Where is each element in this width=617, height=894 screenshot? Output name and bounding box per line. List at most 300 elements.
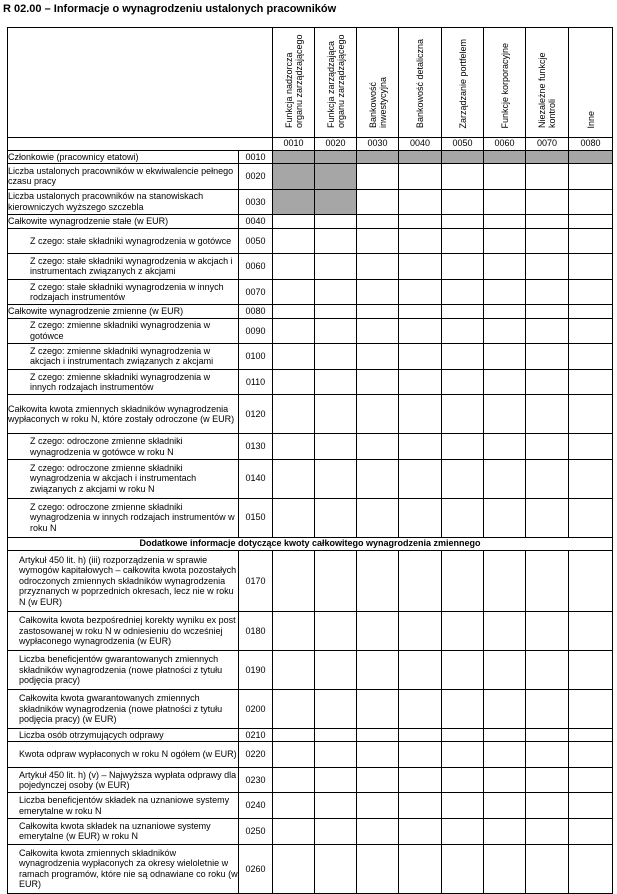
row-code: 0100 — [239, 344, 273, 370]
data-entry-cell[interactable] — [526, 434, 569, 460]
data-entry-cell[interactable] — [399, 459, 442, 498]
row-label: Z czego: stałe składniki wynagrodzenia w akcjach i instrumentach związanych z akcjami — [8, 254, 239, 280]
data-entry-cell[interactable] — [484, 550, 526, 611]
row-label: Z czego: stałe składniki wynagrodzenia w gotówce — [8, 228, 239, 254]
data-entry-cell[interactable] — [442, 844, 484, 893]
data-entry-cell[interactable] — [399, 189, 442, 215]
row-code: 0060 — [239, 254, 273, 280]
data-entry-cell[interactable] — [399, 305, 442, 318]
data-entry-cell[interactable] — [569, 728, 613, 741]
data-entry-cell[interactable] — [273, 459, 315, 498]
column-code-spacer — [8, 137, 273, 150]
data-entry-cell[interactable] — [357, 228, 399, 254]
row-label: Liczba ustalonych pracowników na stanowiskach kierowniczych wyższego szczebla — [8, 189, 239, 215]
column-code: 0060 — [484, 137, 526, 150]
data-entry-cell[interactable] — [315, 612, 357, 651]
data-entry-cell[interactable] — [569, 767, 613, 793]
data-entry-cell[interactable] — [399, 612, 442, 651]
row-code: 0190 — [239, 651, 273, 690]
data-entry-cell[interactable] — [399, 318, 442, 344]
data-entry-cell[interactable] — [484, 254, 526, 280]
data-entry-cell[interactable] — [484, 279, 526, 305]
column-header-label: Inne — [585, 110, 596, 129]
data-entry-cell[interactable] — [442, 395, 484, 434]
shaded-cell — [315, 164, 357, 190]
data-entry-cell[interactable] — [484, 318, 526, 344]
shaded-cell — [442, 150, 484, 163]
row-label: Z czego: zmienne składniki wynagrodzenia w innych rodzajach instrumentów — [8, 369, 239, 395]
data-entry-cell[interactable] — [484, 728, 526, 741]
data-entry-cell[interactable] — [315, 254, 357, 280]
data-entry-cell[interactable] — [442, 767, 484, 793]
table-row — [8, 305, 613, 318]
data-entry-cell[interactable] — [357, 793, 399, 819]
column-header-label: Bankowość inwestycyjna — [367, 77, 388, 129]
column-header-wrap — [399, 32, 441, 132]
column-header-label: Niezależne funkcje kontroli — [537, 52, 557, 129]
data-entry-cell[interactable] — [273, 305, 315, 318]
data-entry-cell[interactable] — [569, 215, 613, 228]
data-entry-cell[interactable] — [484, 395, 526, 434]
data-entry-cell[interactable] — [315, 742, 357, 768]
data-entry-cell[interactable] — [357, 434, 399, 460]
data-entry-cell[interactable] — [526, 254, 569, 280]
data-entry-cell[interactable] — [357, 612, 399, 651]
page-title: R 02.00 – Informacje o wynagrodzeniu ustalonych pracowników — [3, 3, 337, 15]
data-entry-cell[interactable] — [399, 395, 442, 434]
data-entry-cell[interactable] — [399, 279, 442, 305]
data-entry-cell[interactable] — [484, 215, 526, 228]
data-entry-cell[interactable] — [357, 189, 399, 215]
table-row — [8, 318, 613, 344]
data-entry-cell[interactable] — [484, 767, 526, 793]
data-entry-cell[interactable] — [273, 395, 315, 434]
data-entry-cell[interactable] — [484, 189, 526, 215]
data-entry-cell[interactable] — [273, 318, 315, 344]
table-row — [8, 498, 613, 537]
column-code: 0050 — [442, 137, 484, 150]
data-entry-cell[interactable] — [484, 369, 526, 395]
data-entry-cell[interactable] — [569, 434, 613, 460]
data-entry-cell[interactable] — [526, 767, 569, 793]
data-entry-cell[interactable] — [526, 305, 569, 318]
data-entry-cell[interactable] — [399, 742, 442, 768]
data-entry-cell[interactable] — [273, 344, 315, 370]
data-entry-cell[interactable] — [484, 228, 526, 254]
row-code: 0090 — [239, 318, 273, 344]
data-entry-cell[interactable] — [526, 318, 569, 344]
data-entry-cell[interactable] — [357, 279, 399, 305]
data-entry-cell[interactable] — [315, 279, 357, 305]
data-entry-cell[interactable] — [273, 369, 315, 395]
data-entry-cell[interactable] — [399, 767, 442, 793]
data-entry-cell[interactable] — [315, 651, 357, 690]
data-entry-cell[interactable] — [399, 344, 442, 370]
row-code: 0050 — [239, 228, 273, 254]
row-code: 0020 — [239, 164, 273, 190]
data-entry-cell[interactable] — [357, 651, 399, 690]
data-entry-cell[interactable] — [484, 344, 526, 370]
data-entry-cell[interactable] — [315, 690, 357, 729]
data-entry-cell[interactable] — [569, 651, 613, 690]
data-entry-cell[interactable] — [357, 767, 399, 793]
data-entry-cell[interactable] — [526, 459, 569, 498]
data-entry-cell[interactable] — [569, 369, 613, 395]
data-entry-cell[interactable] — [484, 844, 526, 893]
data-entry-cell[interactable] — [569, 498, 613, 537]
data-entry-cell[interactable] — [357, 459, 399, 498]
data-entry-cell[interactable] — [526, 550, 569, 611]
data-entry-cell[interactable] — [273, 793, 315, 819]
data-entry-cell[interactable] — [315, 844, 357, 893]
data-entry-cell[interactable] — [442, 369, 484, 395]
table-row — [8, 395, 613, 434]
data-entry-cell[interactable] — [484, 793, 526, 819]
row-label: Z czego: zmienne składniki wynagrodzenia w gotówce — [8, 318, 239, 344]
data-entry-cell[interactable] — [315, 793, 357, 819]
data-entry-cell[interactable] — [526, 189, 569, 215]
data-entry-cell[interactable] — [442, 254, 484, 280]
row-label: Kwota odpraw wypłaconych w roku N ogółem (w EUR) — [8, 742, 239, 768]
column-header-wrap — [526, 32, 568, 132]
column-header — [399, 28, 442, 138]
data-entry-cell[interactable] — [357, 550, 399, 611]
data-entry-cell[interactable] — [442, 612, 484, 651]
data-entry-cell[interactable] — [484, 612, 526, 651]
row-label: Liczba osób otrzymujących odprawy — [8, 728, 239, 741]
data-entry-cell[interactable] — [315, 395, 357, 434]
data-entry-cell[interactable] — [526, 690, 569, 729]
data-entry-cell[interactable] — [273, 434, 315, 460]
row-label: Z czego: zmienne składniki wynagrodzenia w akcjach i instrumentach związanych z akcjami — [8, 344, 239, 370]
row-label: Artykuł 450 lit. h) (v) – Najwyższa wypłata odprawy dla pojedynczej osoby (w EUR) — [8, 767, 239, 793]
data-entry-cell[interactable] — [526, 228, 569, 254]
data-entry-cell[interactable] — [357, 395, 399, 434]
shaded-cell — [569, 150, 613, 163]
data-entry-cell[interactable] — [442, 305, 484, 318]
data-entry-cell[interactable] — [442, 434, 484, 460]
table-row — [8, 742, 613, 768]
row-code: 0180 — [239, 612, 273, 651]
table-row — [8, 344, 613, 370]
data-entry-cell[interactable] — [357, 164, 399, 190]
column-code: 0030 — [357, 137, 399, 150]
column-header-label: Funkcje korporacyjne — [499, 42, 510, 129]
data-entry-cell[interactable] — [315, 550, 357, 611]
data-entry-cell[interactable] — [315, 728, 357, 741]
data-entry-cell[interactable] — [569, 228, 613, 254]
data-entry-cell[interactable] — [569, 305, 613, 318]
data-entry-cell[interactable] — [526, 651, 569, 690]
data-entry-cell[interactable] — [357, 818, 399, 844]
table-row — [8, 369, 613, 395]
data-entry-cell[interactable] — [399, 164, 442, 190]
data-entry-cell[interactable] — [569, 164, 613, 190]
data-entry-cell[interactable] — [484, 818, 526, 844]
data-entry-cell[interactable] — [315, 434, 357, 460]
data-entry-cell[interactable] — [357, 690, 399, 729]
data-entry-cell[interactable] — [315, 215, 357, 228]
data-entry-cell[interactable] — [315, 459, 357, 498]
data-entry-cell[interactable] — [526, 369, 569, 395]
row-code: 0140 — [239, 459, 273, 498]
shaded-cell — [273, 164, 315, 190]
data-entry-cell[interactable] — [526, 728, 569, 741]
data-entry-cell[interactable] — [399, 215, 442, 228]
data-entry-cell[interactable] — [526, 742, 569, 768]
row-code: 0070 — [239, 279, 273, 305]
row-label: Członkowie (pracownicy etatowi) — [8, 150, 239, 163]
data-entry-cell[interactable] — [442, 189, 484, 215]
column-header — [273, 28, 315, 138]
row-label: Całkowita kwota bezpośredniej korekty wyniku ex post zastosowanej w roku N w odniesieniu do wcześniej wypłaconego wynagrodzenia (w EUR) — [8, 612, 239, 651]
row-label: Liczba ustalonych pracowników w ekwiwalencie pełnego czasu pracy — [8, 164, 239, 190]
table-row — [8, 612, 613, 651]
data-entry-cell[interactable] — [526, 793, 569, 819]
data-entry-cell[interactable] — [357, 215, 399, 228]
row-code: 0120 — [239, 395, 273, 434]
table-row — [8, 164, 613, 190]
data-entry-cell[interactable] — [315, 767, 357, 793]
data-entry-cell[interactable] — [357, 742, 399, 768]
section-header: Dodatkowe informacje dotyczące kwoty całkowitego wynagrodzenia zmiennego — [8, 537, 613, 550]
data-entry-cell[interactable] — [357, 498, 399, 537]
data-entry-cell[interactable] — [399, 369, 442, 395]
data-entry-cell[interactable] — [357, 305, 399, 318]
data-entry-cell[interactable] — [399, 254, 442, 280]
data-entry-cell[interactable] — [484, 690, 526, 729]
shaded-cell — [526, 150, 569, 163]
row-code: 0200 — [239, 690, 273, 729]
row-label: Całkowite wynagrodzenie stałe (w EUR) — [8, 215, 239, 228]
column-header-wrap — [484, 32, 525, 132]
column-header-label: Zarządzanie portfelem — [457, 38, 468, 129]
data-entry-cell[interactable] — [399, 793, 442, 819]
data-entry-cell[interactable] — [315, 818, 357, 844]
shaded-cell — [484, 150, 526, 163]
data-entry-cell[interactable] — [315, 498, 357, 537]
data-entry-cell[interactable] — [569, 818, 613, 844]
data-entry-cell[interactable] — [273, 742, 315, 768]
row-code: 0230 — [239, 767, 273, 793]
data-entry-cell[interactable] — [399, 728, 442, 741]
column-header-row — [8, 28, 613, 138]
data-entry-cell[interactable] — [399, 434, 442, 460]
row-label: Artykuł 450 lit. h) (iii) rozporządzenia w sprawie wymogów kapitałowych – całkowita kwota pozostałych odroczonych zmiennych składników wynagrodzenia przyznanych w poprzednich okresach, lecz nie w roku N (w EUR) — [8, 550, 239, 611]
row-code: 0150 — [239, 498, 273, 537]
column-header-label: Funkcja zarządzająca organu zarządzającego — [325, 34, 346, 129]
data-entry-cell[interactable] — [315, 369, 357, 395]
data-entry-cell[interactable] — [315, 228, 357, 254]
table-row — [8, 690, 613, 729]
data-entry-cell[interactable] — [526, 164, 569, 190]
shaded-cell — [273, 150, 315, 163]
column-header — [442, 28, 484, 138]
data-entry-cell[interactable] — [526, 612, 569, 651]
data-entry-cell[interactable] — [569, 189, 613, 215]
data-entry-cell[interactable] — [526, 215, 569, 228]
shaded-cell — [357, 150, 399, 163]
data-entry-cell[interactable] — [442, 793, 484, 819]
data-entry-cell[interactable] — [315, 305, 357, 318]
column-header-label: Funkcja nadzorcza organu zarządzającego — [283, 34, 304, 129]
data-entry-cell[interactable] — [442, 459, 484, 498]
data-entry-cell[interactable] — [273, 690, 315, 729]
data-entry-cell[interactable] — [399, 550, 442, 611]
data-entry-cell[interactable] — [484, 459, 526, 498]
data-entry-cell[interactable] — [357, 844, 399, 893]
data-entry-cell[interactable] — [273, 767, 315, 793]
row-label: Z czego: odroczone zmienne składniki wynagrodzenia w innych rodzajach instrumentów w roku N — [8, 498, 239, 537]
data-entry-cell[interactable] — [526, 279, 569, 305]
data-entry-cell[interactable] — [569, 344, 613, 370]
table-row — [8, 459, 613, 498]
column-header — [526, 28, 569, 138]
data-entry-cell[interactable] — [442, 498, 484, 537]
shaded-cell — [273, 189, 315, 215]
data-entry-cell[interactable] — [526, 344, 569, 370]
data-entry-cell[interactable] — [484, 498, 526, 537]
data-entry-cell[interactable] — [273, 215, 315, 228]
data-entry-cell[interactable] — [569, 459, 613, 498]
row-label: Całkowite wynagrodzenie zmienne (w EUR) — [8, 305, 239, 318]
data-entry-cell[interactable] — [357, 728, 399, 741]
data-entry-cell[interactable] — [442, 550, 484, 611]
data-entry-cell[interactable] — [484, 651, 526, 690]
table-row — [8, 150, 613, 163]
data-entry-cell[interactable] — [273, 728, 315, 741]
data-entry-cell[interactable] — [526, 844, 569, 893]
data-entry-cell[interactable] — [569, 844, 613, 893]
row-label: Z czego: stałe składniki wynagrodzenia w innych rodzajach instrumentów — [8, 279, 239, 305]
table-row — [8, 189, 613, 215]
data-entry-cell[interactable] — [315, 344, 357, 370]
data-entry-cell[interactable] — [357, 254, 399, 280]
row-label: Liczba beneficjentów składek na uznaniowe systemy emerytalne w roku N — [8, 793, 239, 819]
data-entry-cell[interactable] — [273, 228, 315, 254]
data-entry-cell[interactable] — [399, 844, 442, 893]
table-row — [8, 550, 613, 611]
data-entry-cell[interactable] — [569, 254, 613, 280]
table-row — [8, 651, 613, 690]
data-entry-cell[interactable] — [526, 395, 569, 434]
data-entry-cell[interactable] — [569, 742, 613, 768]
column-header-wrap — [357, 32, 398, 132]
data-entry-cell[interactable] — [569, 690, 613, 729]
data-entry-cell[interactable] — [273, 254, 315, 280]
table-row — [8, 279, 613, 305]
data-entry-cell[interactable] — [357, 318, 399, 344]
data-entry-cell[interactable] — [442, 318, 484, 344]
data-entry-cell[interactable] — [569, 318, 613, 344]
column-header-label: Bankowość detaliczna — [415, 39, 425, 129]
data-entry-cell[interactable] — [484, 434, 526, 460]
column-header-wrap — [442, 32, 483, 132]
data-entry-cell[interactable] — [526, 498, 569, 537]
data-entry-cell[interactable] — [484, 305, 526, 318]
row-label: Całkowita kwota zmiennych składników wynagrodzenia wypłaconych za okresy wieloletnie w ramach programów, które nie są odnawiane co roku (w EUR) — [8, 844, 239, 893]
data-entry-cell[interactable] — [569, 279, 613, 305]
column-header — [569, 28, 613, 138]
data-entry-cell[interactable] — [526, 818, 569, 844]
row-code: 0010 — [239, 150, 273, 163]
data-entry-cell[interactable] — [442, 344, 484, 370]
data-entry-cell[interactable] — [569, 612, 613, 651]
data-entry-cell[interactable] — [442, 742, 484, 768]
row-code: 0250 — [239, 818, 273, 844]
column-code: 0020 — [315, 137, 357, 150]
data-entry-cell[interactable] — [442, 728, 484, 741]
row-label: Z czego: odroczone zmienne składniki wynagrodzenia w akcjach i instrumentach związanych z akcjami w roku N — [8, 459, 239, 498]
header-corner — [8, 28, 273, 138]
row-label: Całkowita kwota gwarantowanych zmiennych składników wynagrodzenia (nowe płatności z tytułu podjęcia pracy) (w EUR) — [8, 690, 239, 729]
data-entry-cell[interactable] — [442, 164, 484, 190]
column-code: 0070 — [526, 137, 569, 150]
data-entry-cell[interactable] — [273, 279, 315, 305]
table-row — [8, 767, 613, 793]
column-code-row — [8, 137, 613, 150]
remuneration-table — [7, 27, 613, 894]
row-code: 0170 — [239, 550, 273, 611]
data-entry-cell[interactable] — [399, 690, 442, 729]
table-row — [8, 793, 613, 819]
row-code: 0040 — [239, 215, 273, 228]
row-label: Liczba beneficjentów gwarantowanych zmiennych składników wynagrodzenia (nowe płatności z tytułu podjęcia pracy) — [8, 651, 239, 690]
data-entry-cell[interactable] — [399, 228, 442, 254]
column-code: 0040 — [399, 137, 442, 150]
data-entry-cell[interactable] — [569, 395, 613, 434]
data-entry-cell[interactable] — [442, 215, 484, 228]
data-entry-cell[interactable] — [442, 279, 484, 305]
column-header — [315, 28, 357, 138]
data-entry-cell[interactable] — [315, 318, 357, 344]
data-entry-cell[interactable] — [442, 818, 484, 844]
column-header — [484, 28, 526, 138]
data-entry-cell[interactable] — [273, 818, 315, 844]
data-entry-cell[interactable] — [357, 344, 399, 370]
data-entry-cell[interactable] — [399, 498, 442, 537]
column-code: 0010 — [273, 137, 315, 150]
table-row — [8, 254, 613, 280]
data-entry-cell[interactable] — [484, 164, 526, 190]
shaded-cell — [315, 150, 357, 163]
table-row — [8, 228, 613, 254]
data-entry-cell[interactable] — [273, 651, 315, 690]
shaded-cell — [399, 150, 442, 163]
data-entry-cell[interactable] — [442, 651, 484, 690]
data-entry-cell[interactable] — [569, 550, 613, 611]
row-code: 0080 — [239, 305, 273, 318]
table-row — [8, 728, 613, 741]
data-entry-cell[interactable] — [399, 651, 442, 690]
table-row — [8, 215, 613, 228]
data-entry-cell[interactable] — [273, 498, 315, 537]
row-code: 0220 — [239, 742, 273, 768]
column-header-wrap — [315, 32, 356, 132]
data-entry-cell[interactable] — [442, 228, 484, 254]
column-header-wrap — [569, 32, 612, 132]
data-entry-cell[interactable] — [273, 844, 315, 893]
data-entry-cell[interactable] — [357, 369, 399, 395]
data-entry-cell[interactable] — [273, 612, 315, 651]
row-label: Całkowita kwota zmiennych składników wynagrodzenia wypłaconych w roku N, które zostały odroczone (w EUR) — [8, 395, 239, 434]
data-entry-cell[interactable] — [399, 818, 442, 844]
table-row — [8, 818, 613, 844]
data-entry-cell[interactable] — [273, 550, 315, 611]
data-entry-cell[interactable] — [442, 690, 484, 729]
data-entry-cell[interactable] — [569, 793, 613, 819]
data-entry-cell[interactable] — [484, 742, 526, 768]
